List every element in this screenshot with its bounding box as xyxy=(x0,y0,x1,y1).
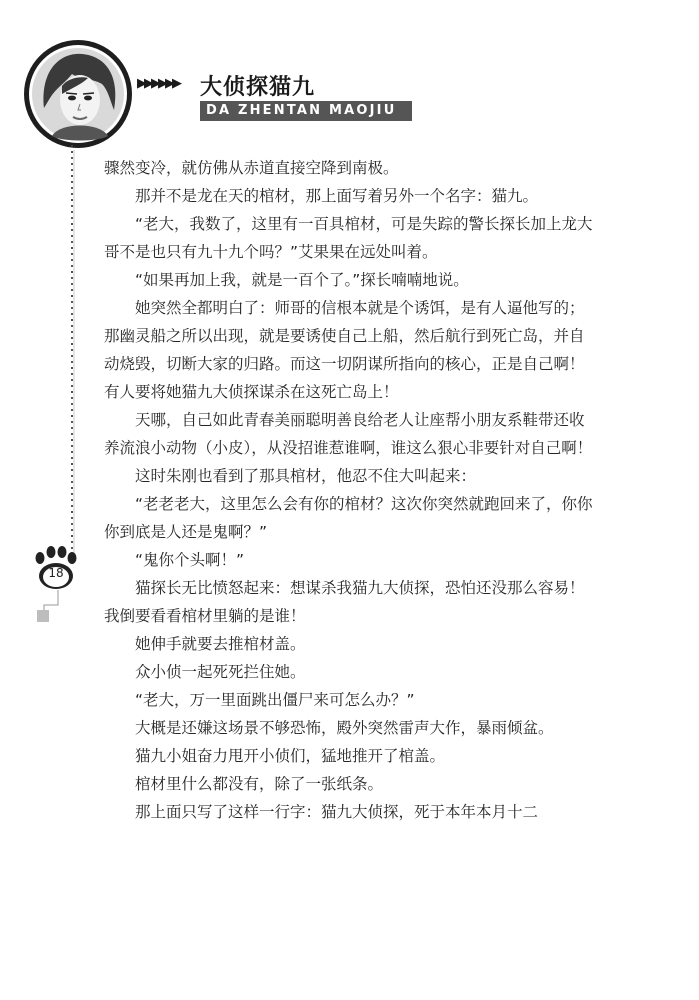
paragraph: 她突然全都明白了：师哥的信根本就是个诱饵，是有人逼他写的；那幽灵船之所以出现，就是要诱使自己上船，然后航行到死亡岛，并自动烧毁，切断大家的归路。而这一切阴谋所指向的核心，正是自己啊！有人要将她猫九大侦探谋杀在这死亡岛上！ xyxy=(104,299,585,401)
paragraph: 那并不是龙在天的棺材，那上面写着另外一个名字：猫九。 xyxy=(135,187,539,205)
book-title: 大侦探猫九 xyxy=(200,75,316,100)
paragraph: 猫探长无比愤怒起来：想谋杀我猫九大侦探，恐怕还没那么容易！我倒要看看棺材里躺的是谁！ xyxy=(104,579,585,625)
book-subtitle: DA ZHENTAN MAOJIU xyxy=(206,103,397,118)
margin-decoration xyxy=(0,0,100,640)
paragraph: 棺材里什么都没有，除了一张纸条。 xyxy=(135,775,384,793)
paragraph: “老大，万一里面跳出僵尸来可怎么办？” xyxy=(135,691,415,709)
page-number: 18 xyxy=(48,566,64,580)
page-tab xyxy=(37,610,49,622)
paragraph: 那上面只写了这样一行字：猫九大侦探，死于本年本月十二 xyxy=(135,803,539,821)
paragraph: “鬼你个头啊！” xyxy=(135,551,245,569)
paragraph: 这时朱刚也看到了那具棺材，他忍不住大叫起来： xyxy=(135,467,477,485)
paragraph: 众小侦一起死死拦住她。 xyxy=(135,663,306,681)
arrow-decoration: ▶▶▶▶▶▶ xyxy=(137,76,179,91)
paragraph: 大概是还嫌这场景不够恐怖，殿外突然雷声大作，暴雨倾盆。 xyxy=(135,719,554,737)
paragraph: 猫九小姐奋力甩开小侦们，猛地推开了棺盖。 xyxy=(135,747,446,765)
paragraph: 天哪，自己如此青春美丽聪明善良给老人让座帮小朋友系鞋带还收养流浪小动物（小皮），从没招谁惹谁啊，谁这么狠心非要针对自己啊！ xyxy=(104,411,593,457)
paragraph: “老大，我数了，这里有一百具棺材，可是失踪的警长探长加上龙大哥不是也只有九十九个吗？”艾果果在远处叫着。 xyxy=(104,215,593,261)
paragraph: 骤然变冷，就仿佛从赤道直接空降到南极。 xyxy=(104,159,399,177)
body-text xyxy=(104,154,594,826)
paragraph: “老老老大，这里怎么会有你的棺材？这次你突然就跑回来了，你你你到底是人还是鬼啊？” xyxy=(104,495,593,541)
paragraph: “如果再加上我，就是一百个了。”探长喃喃地说。 xyxy=(135,271,469,289)
paragraph: 她伸手就要去推棺材盖。 xyxy=(135,635,306,653)
